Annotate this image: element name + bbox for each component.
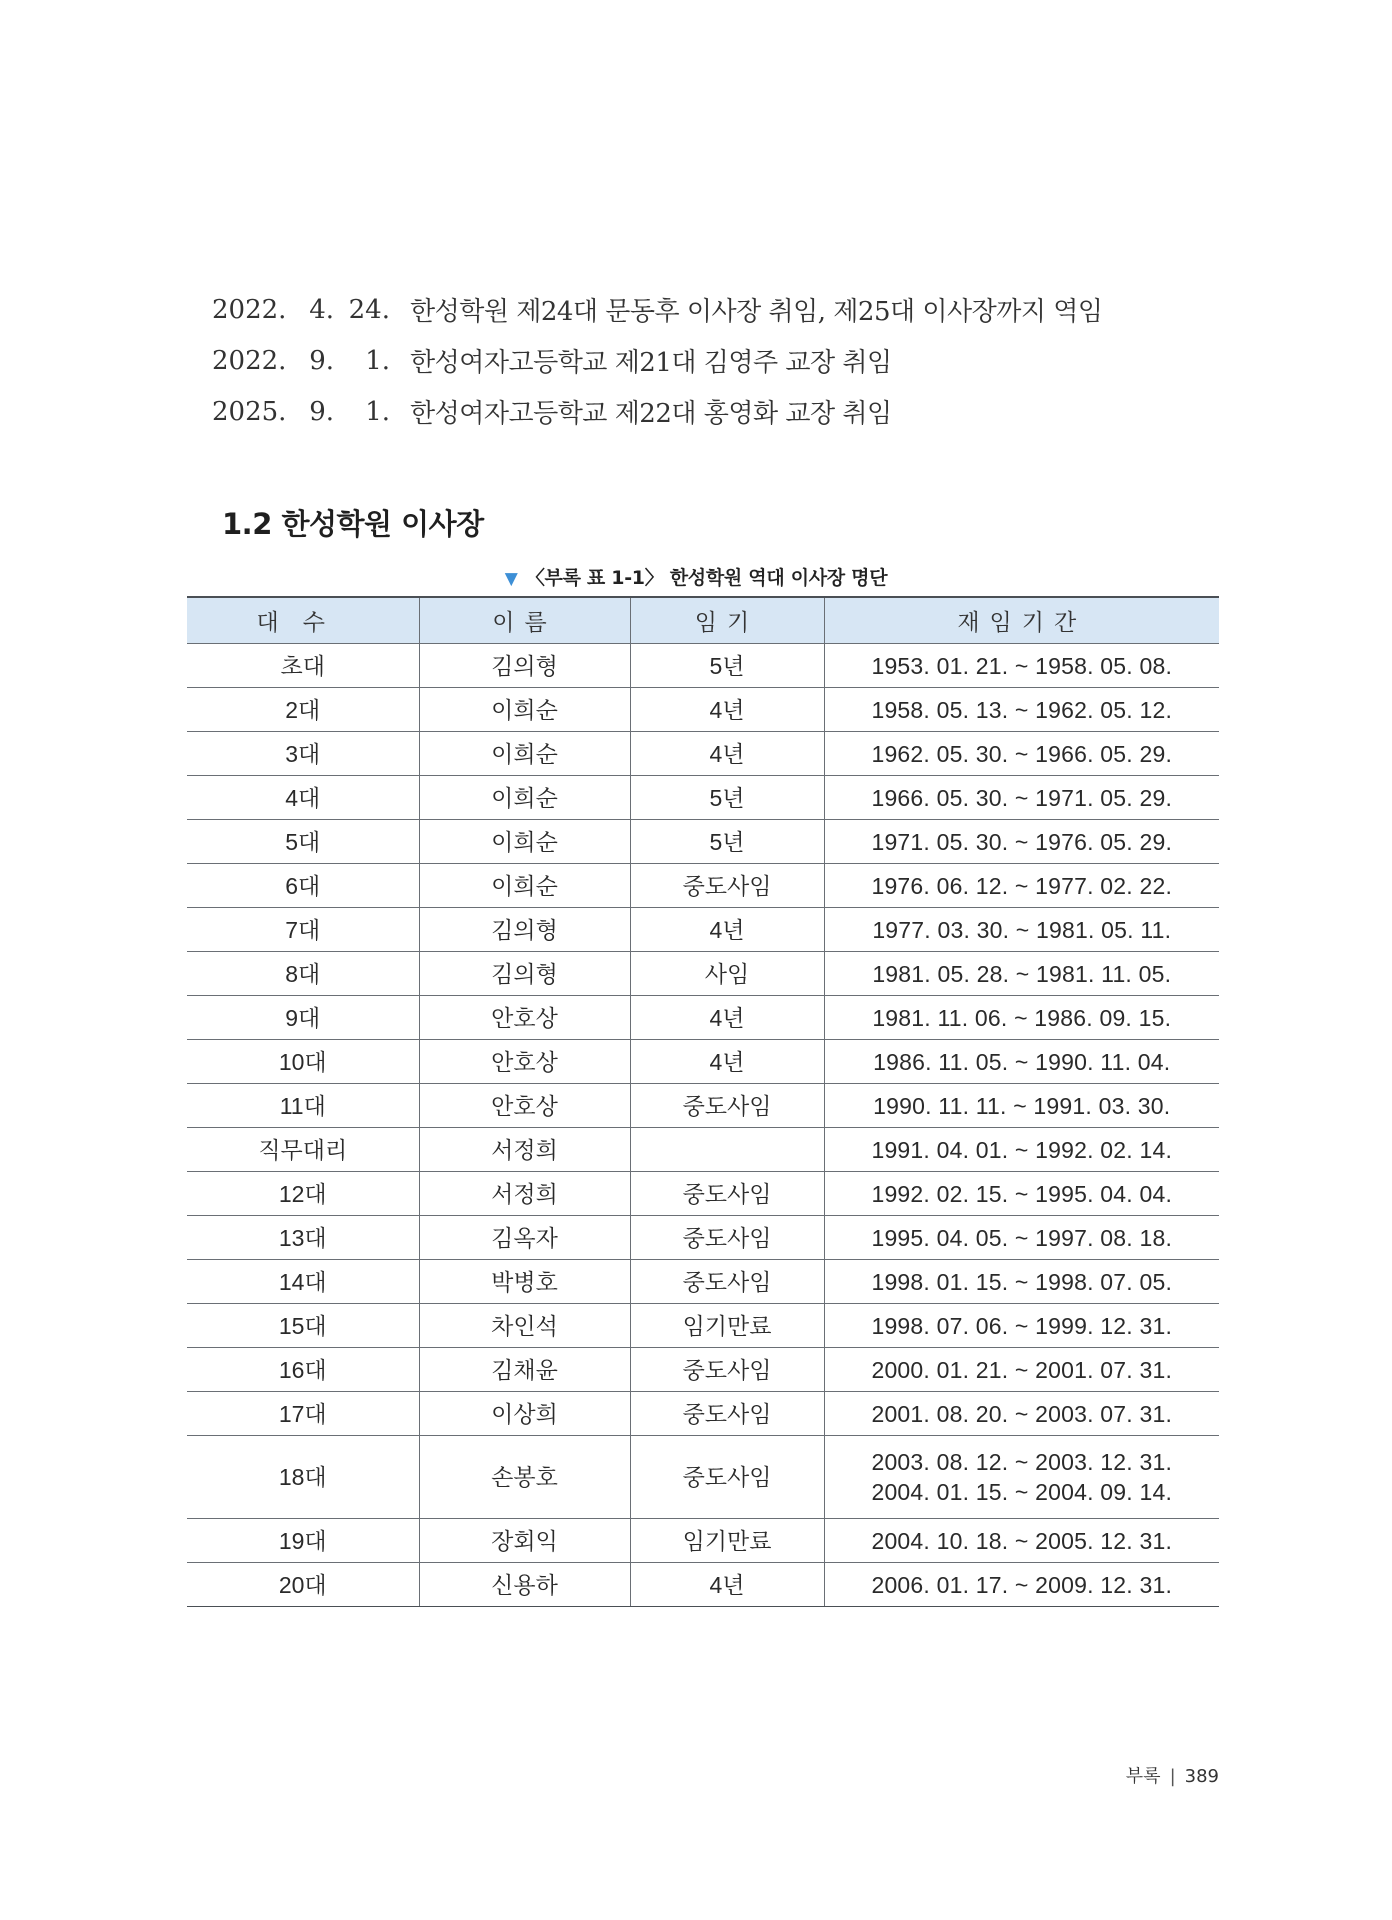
cell-order: 12대 — [187, 1172, 419, 1216]
cell-order: 3대 — [187, 732, 419, 776]
cell-order: 2대 — [187, 688, 419, 732]
timeline-text: 한성여자고등학교 제21대 김영주 교장 취임 — [410, 348, 892, 378]
cell-period — [824, 952, 1219, 996]
cell-name: 김의형 — [419, 644, 630, 688]
cell-term: 4년 — [630, 1040, 824, 1084]
cell-name: 이희순 — [419, 820, 630, 864]
table-row — [187, 732, 1219, 776]
cell-name: 이희순 — [419, 776, 630, 820]
cell-order: 6대 — [187, 864, 419, 908]
cell-name: 안호상 — [419, 1084, 630, 1128]
timeline-month: 4. — [309, 294, 334, 325]
header-name: 이름 — [419, 597, 630, 644]
cell-term: 5년 — [630, 776, 824, 820]
cell-period — [824, 820, 1219, 864]
section-title: 1.2 한성학원 이사장 — [222, 507, 484, 541]
cell-order: 19대 — [187, 1519, 419, 1563]
period-line: 1986. 11. 05. ~ 1990. 11. 04. — [873, 1048, 1171, 1075]
period-line: 2000. 01. 21. ~ 2001. 07. 31. — [871, 1356, 1173, 1383]
cell-name: 이희순 — [419, 688, 630, 732]
table-row — [187, 1348, 1219, 1392]
cell-name: 이희순 — [419, 864, 630, 908]
cell-period — [824, 1519, 1219, 1563]
timeline-text: 한성여자고등학교 제22대 홍영화 교장 취임 — [410, 399, 892, 429]
cell-term: 중도사임 — [630, 1216, 824, 1260]
cell-term: 중도사임 — [630, 1436, 824, 1519]
cell-term: 4년 — [630, 688, 824, 732]
timeline-text: 한성학원 제24대 문동후 이사장 취임, 제25대 이사장까지 역임 — [410, 297, 1103, 327]
period-line: 1966. 05. 30. ~ 1971. 05. 29. — [871, 784, 1173, 811]
period-line: 2004. 01. 15. ~ 2004. 09. 14. — [871, 1479, 1173, 1505]
header-period: 재임기간 — [824, 597, 1219, 644]
table-row — [187, 996, 1219, 1040]
table-row — [187, 1436, 1219, 1519]
cell-term: 중도사임 — [630, 1392, 824, 1436]
table-row — [187, 908, 1219, 952]
cell-period — [824, 1128, 1219, 1172]
cell-name: 김의형 — [419, 952, 630, 996]
cell-name: 차인석 — [419, 1304, 630, 1348]
cell-period — [824, 1304, 1219, 1348]
cell-period — [824, 908, 1219, 952]
table-row — [187, 688, 1219, 732]
cell-term: 중도사임 — [630, 1084, 824, 1128]
table-header-row — [187, 597, 1219, 644]
cell-period — [824, 732, 1219, 776]
cell-order: 직무대리 — [187, 1128, 419, 1172]
timeline-entry — [212, 335, 1212, 386]
table-row — [187, 952, 1219, 996]
cell-order: 9대 — [187, 996, 419, 1040]
cell-term — [630, 1128, 824, 1172]
period-line: 1953. 01. 21. ~ 1958. 05. 08. — [871, 652, 1173, 679]
cell-term: 중도사임 — [630, 1172, 824, 1216]
cell-name: 안호상 — [419, 1040, 630, 1084]
period-line: 1981. 05. 28. ~ 1981. 11. 05. — [872, 960, 1172, 987]
cell-period — [824, 644, 1219, 688]
period-line: 1991. 04. 01. ~ 1992. 02. 14. — [871, 1136, 1173, 1163]
table-row — [187, 1216, 1219, 1260]
timeline-entry — [212, 284, 1212, 335]
cell-order: 5대 — [187, 820, 419, 864]
cell-name: 장회익 — [419, 1519, 630, 1563]
timeline-day: 1. — [365, 396, 390, 427]
cell-name: 김옥자 — [419, 1216, 630, 1260]
table-row — [187, 1260, 1219, 1304]
table-row — [187, 820, 1219, 864]
cell-term: 5년 — [630, 820, 824, 864]
cell-name: 박병호 — [419, 1260, 630, 1304]
period-line: 1998. 07. 06. ~ 1999. 12. 31. — [871, 1312, 1173, 1339]
timeline-year: 2025. — [212, 396, 287, 427]
cell-name: 김채윤 — [419, 1348, 630, 1392]
cell-period — [824, 1392, 1219, 1436]
cell-order: 4대 — [187, 776, 419, 820]
period-line: 2004. 10. 18. ~ 2005. 12. 31. — [871, 1527, 1173, 1554]
table-row — [187, 776, 1219, 820]
cell-term: 중도사임 — [630, 864, 824, 908]
cell-period — [824, 1084, 1219, 1128]
cell-period — [824, 996, 1219, 1040]
cell-period — [824, 864, 1219, 908]
cell-name: 신용하 — [419, 1563, 630, 1607]
table-row — [187, 1172, 1219, 1216]
period-line: 1981. 11. 06. ~ 1986. 09. 15. — [872, 1004, 1172, 1031]
table-row — [187, 864, 1219, 908]
table-caption — [0, 563, 1392, 590]
table-row — [187, 1084, 1219, 1128]
header-order: 대수 — [187, 597, 419, 644]
table-row — [187, 1563, 1219, 1607]
cell-period — [824, 1260, 1219, 1304]
period-line: 2003. 08. 12. ~ 2003. 12. 31. — [871, 1449, 1173, 1475]
cell-order: 13대 — [187, 1216, 419, 1260]
period-line: 1958. 05. 13. ~ 1962. 05. 12. — [871, 696, 1173, 723]
cell-order: 7대 — [187, 908, 419, 952]
table-row — [187, 644, 1219, 688]
cell-term: 사임 — [630, 952, 824, 996]
cell-period — [824, 776, 1219, 820]
cell-order: 8대 — [187, 952, 419, 996]
footer-section: 부록 — [1125, 1766, 1161, 1787]
table-row — [187, 1040, 1219, 1084]
cell-term: 4년 — [630, 732, 824, 776]
cell-term: 중도사임 — [630, 1260, 824, 1304]
cell-term: 4년 — [630, 996, 824, 1040]
page-number: 389 — [1184, 1766, 1219, 1787]
cell-period — [824, 1172, 1219, 1216]
table-body — [187, 644, 1219, 1607]
period-line: 1998. 01. 15. ~ 1998. 07. 05. — [871, 1268, 1173, 1295]
cell-name: 서정희 — [419, 1128, 630, 1172]
cell-period — [824, 1216, 1219, 1260]
period-line: 1992. 02. 15. ~ 1995. 04. 04. — [871, 1180, 1173, 1207]
cell-period — [824, 688, 1219, 732]
cell-name: 안호상 — [419, 996, 630, 1040]
table-row — [187, 1128, 1219, 1172]
table-caption-text: 〈부록 표 1-1〉 한성학원 역대 이사장 명단 — [525, 567, 888, 589]
timeline-month: 9. — [309, 345, 334, 376]
period-line: 1995. 04. 05. ~ 1997. 08. 18. — [871, 1224, 1173, 1251]
period-line: 1990. 11. 11. ~ 1991. 03. 30. — [873, 1092, 1171, 1119]
cell-order: 18대 — [187, 1436, 419, 1519]
timeline-year: 2022. — [212, 294, 287, 325]
period-line: 1971. 05. 30. ~ 1976. 05. 29. — [871, 828, 1173, 855]
cell-order: 10대 — [187, 1040, 419, 1084]
cell-period — [824, 1436, 1219, 1519]
cell-term: 임기만료 — [630, 1304, 824, 1348]
cell-order: 17대 — [187, 1392, 419, 1436]
period-line: 2006. 01. 17. ~ 2009. 12. 31. — [871, 1571, 1173, 1598]
cell-order: 14대 — [187, 1260, 419, 1304]
timeline-year: 2022. — [212, 345, 287, 376]
cell-order: 11대 — [187, 1084, 419, 1128]
timeline-list — [212, 284, 1212, 437]
table-row — [187, 1519, 1219, 1563]
cell-name: 김의형 — [419, 908, 630, 952]
footer-separator: | — [1169, 1766, 1176, 1787]
cell-term: 중도사임 — [630, 1348, 824, 1392]
header-term: 임기 — [630, 597, 824, 644]
cell-order: 15대 — [187, 1304, 419, 1348]
page-footer — [1126, 1762, 1219, 1788]
cell-order: 16대 — [187, 1348, 419, 1392]
cell-term: 4년 — [630, 1563, 824, 1607]
cell-term: 임기만료 — [630, 1519, 824, 1563]
timeline-day: 1. — [365, 345, 390, 376]
cell-term: 5년 — [630, 644, 824, 688]
cell-name: 이상희 — [419, 1392, 630, 1436]
cell-name: 이희순 — [419, 732, 630, 776]
period-line: 1977. 03. 30. ~ 1981. 05. 11. — [872, 916, 1172, 943]
cell-period — [824, 1563, 1219, 1607]
timeline-entry — [212, 386, 1212, 437]
triangle-down-icon: ▼ — [504, 569, 518, 589]
timeline-day: 24. — [348, 294, 390, 325]
cell-period — [824, 1040, 1219, 1084]
cell-period — [824, 1348, 1219, 1392]
cell-order: 20대 — [187, 1563, 419, 1607]
chairmen-table — [187, 596, 1219, 1607]
period-line: 2001. 08. 20. ~ 2003. 07. 31. — [871, 1400, 1173, 1427]
period-line: 1962. 05. 30. ~ 1966. 05. 29. — [871, 740, 1173, 767]
cell-order: 초대 — [187, 644, 419, 688]
period-line: 1976. 06. 12. ~ 1977. 02. 22. — [871, 872, 1173, 899]
table-row — [187, 1304, 1219, 1348]
cell-name: 서정희 — [419, 1172, 630, 1216]
cell-name: 손봉호 — [419, 1436, 630, 1519]
timeline-month: 9. — [309, 396, 334, 427]
table-row — [187, 1392, 1219, 1436]
cell-term: 4년 — [630, 908, 824, 952]
